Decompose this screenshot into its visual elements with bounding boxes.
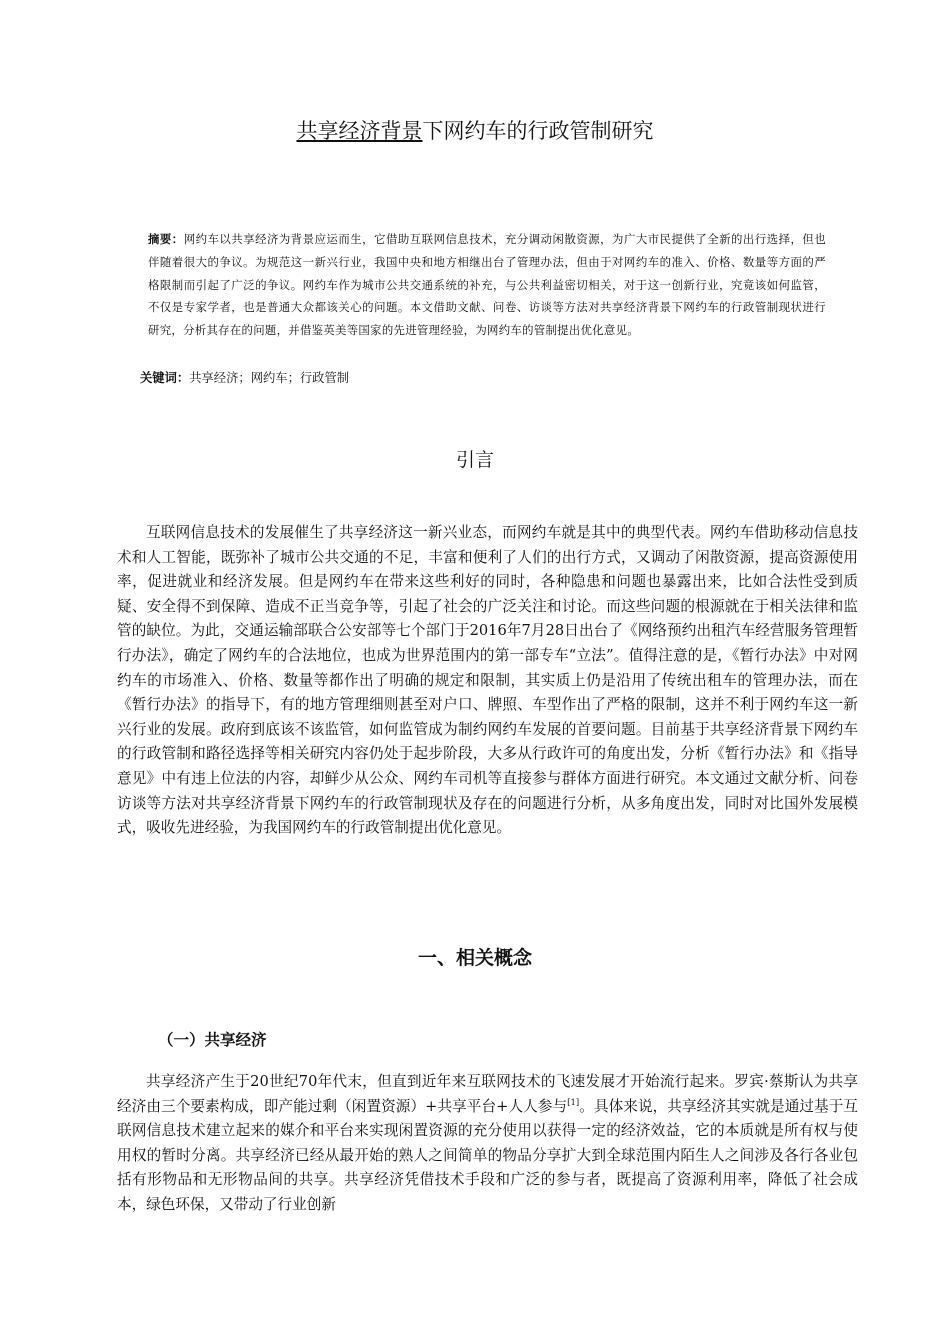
- title-rest: 下网约车的行政管制研究: [422, 119, 654, 143]
- section-heading: 一、相关概念: [417, 947, 532, 969]
- abstract: [148, 228, 826, 342]
- abstract-text: 网约车以共享经济为背景应运而生，它借助互联网信息技术，充分调动闲散资源，为广大市民提供了全新的出行选择，但也伴随着很大的争议。为规范这一新兴行业，我国中央和地方相继出台了管理办法，但由于对网约车的准入、价格、数量等方面的严格限制而引起了广泛的争议。网约车作为城市公共交通系统的补充，与公共利益密切相关，对于这一创新行业，究竟该如何监管，不仅是专家学者，也是普通大众都该关心的问题。本文借助文献、问卷、访谈等方法对共享经济背景下网约车的行政管制现状进行研究，分析其存在的问题，并借鉴英美等国家的先进管理经验，为网约车的管制提出优化意见。: [148, 232, 827, 338]
- paper-title: [0, 116, 950, 146]
- title-underlined-part: 共享经济背景: [296, 119, 423, 143]
- keywords-text: 共享经济；网约车；行政管制: [189, 371, 350, 385]
- keywords: [140, 368, 349, 388]
- paragraph-text-after-ref: 。具体来说，共享经济其实就是通过基于互联网信息技术建立起来的媒介和平台来实现闲置资源的充分使用以获得一定的经济效益，它的本质就是所有权与使用权的暂时分离。共享经济已经从最开始的熟人之间简单的物品分享扩大到全球范围内陌生人之间涉及各行各业包括有形物品和无形物品间的共享。共享经济凭借技术手段和广泛的参与者，既提高了资源利用率，降低了社会成本，绿色环保，又带动了行业创新: [117, 1097, 858, 1213]
- section-paragraph: [117, 1070, 858, 1218]
- abstract-label: 摘要：: [148, 232, 184, 246]
- citation-ref[interactable]: [1]: [567, 1097, 580, 1108]
- intro-paragraph: 互联网信息技术的发展催生了共享经济这一新兴业态，而网约车就是其中的典型代表。网约车借助移动信息技术和人工智能，既弥补了城市公共交通的不足，丰富和便利了人们的出行方式，又调动了闲散资源，提高资源使用率，促进就业和经济发展。但是网约车在带来这些利好的同时，各种隐患和问题也暴露出来，比如合法性受到质疑、安全得不到保障、造成不正当竞争等，引起了社会的广泛关注和讨论。而这些问题的根源就在于相关法律和监管的缺位。为此，交通运输部联合公安部等七个部门于2016年7月28日出台了《网络预约出租汽车经营服务管理暂行办法》，确定了网约车的合法地位，也成为世界范围内的第一部专车“立法”。值得注意的是，《暂行办法》中对网约车的市场准入、价格、数量等都作出了明确的规定和限制，其实质上仍是沿用了传统出租车的管理办法，而在《暂行办法》的指导下，有的地方管理细则甚至对户口、牌照、车型作出了严格的限制，这并不利于网约车这一新兴行业的发展。政府到底该不该监管，如何监管成为制约网约车发展的首要问题。目前基于共享经济背景下网约车的行政管制和路径选择等相关研究内容仍处于起步阶段，大多从行政许可的角度出发，分析《暂行办法》和《指导意见》中有违上位法的内容，却鲜少从公众、网约车司机等直接参与群体方面进行研究。本文通过文献分析、问卷访谈等方法对共享经济背景下网约车的行政管制现状及存在的问题进行分析，从多角度出发，同时对比国外发展模式，吸收先进经验，为我国网约车的行政管制提出优化意见。: [117, 524, 858, 837]
- paragraph-text-before-ref: 共享经济产生于20世纪70年代末，但直到近年来互联网技术的飞速发展才开始流行起来。罗宾·蔡斯认为共享经济由三个要素构成，即产能过剩（闲置资源）+共享平台+人人参与: [117, 1073, 858, 1115]
- intro-heading: 引言: [455, 449, 494, 471]
- subsection-heading: （一）共享经济: [158, 1031, 267, 1049]
- keywords-label: 关键词：: [140, 371, 190, 385]
